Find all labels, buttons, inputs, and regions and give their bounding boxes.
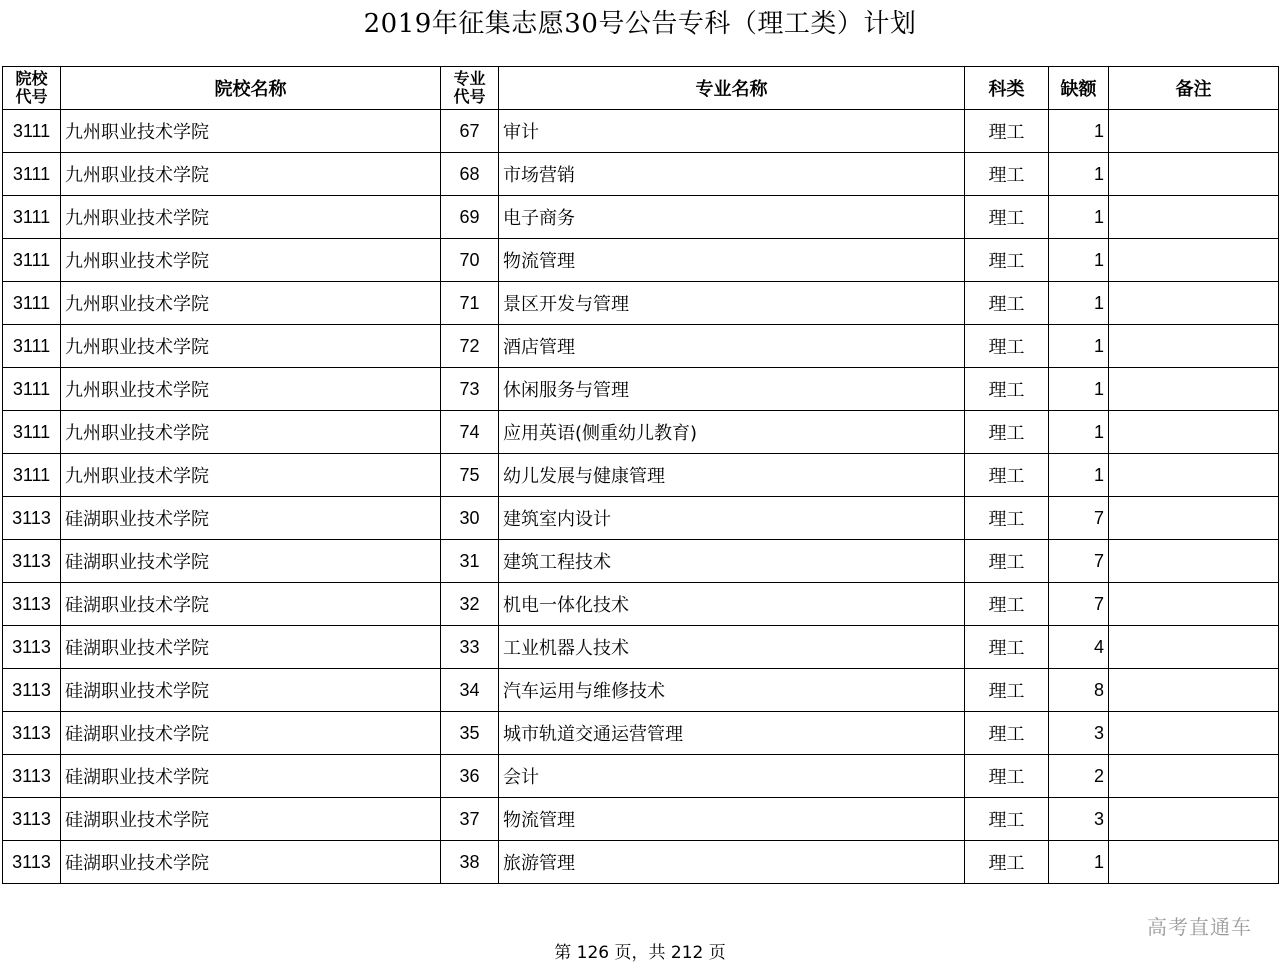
cell-category: 理工	[965, 712, 1049, 755]
cell-major-name: 建筑室内设计	[499, 497, 965, 540]
cell-quota: 1	[1049, 454, 1109, 497]
cell-note	[1109, 540, 1279, 583]
table-row	[3, 798, 1279, 841]
cell-school-name: 九州职业技术学院	[61, 239, 441, 282]
cell-quota: 7	[1049, 540, 1109, 583]
cell-school-code: 3111	[3, 110, 61, 153]
cell-note	[1109, 841, 1279, 884]
cell-school-name: 九州职业技术学院	[61, 411, 441, 454]
header-school-code	[3, 67, 61, 110]
cell-category: 理工	[965, 110, 1049, 153]
page-title: 2019年征集志愿30号公告专科（理工类）计划	[363, 9, 917, 39]
cell-major-code: 72	[441, 325, 499, 368]
cell-school-code: 3113	[3, 712, 61, 755]
table-row	[3, 411, 1279, 454]
cell-school-code: 3111	[3, 239, 61, 282]
cell-school-code: 3113	[3, 755, 61, 798]
cell-major-name: 旅游管理	[499, 841, 965, 884]
cell-category: 理工	[965, 626, 1049, 669]
header-major-code-line1: 专业	[453, 69, 486, 88]
cell-school-name: 硅湖职业技术学院	[61, 712, 441, 755]
watermark-text: 高考直通车	[1147, 915, 1252, 939]
cell-major-code: 67	[441, 110, 499, 153]
cell-school-name: 硅湖职业技术学院	[61, 841, 441, 884]
cell-major-code: 38	[441, 841, 499, 884]
cell-quota: 1	[1049, 411, 1109, 454]
cell-note	[1109, 454, 1279, 497]
table-row	[3, 841, 1279, 884]
cell-major-code: 71	[441, 282, 499, 325]
table-row	[3, 540, 1279, 583]
cell-school-name: 九州职业技术学院	[61, 368, 441, 411]
cell-note	[1109, 411, 1279, 454]
cell-quota: 1	[1049, 368, 1109, 411]
cell-major-name: 物流管理	[499, 239, 965, 282]
cell-note	[1109, 110, 1279, 153]
cell-quota: 7	[1049, 497, 1109, 540]
cell-major-name: 幼儿发展与健康管理	[499, 454, 965, 497]
cell-category: 理工	[965, 196, 1049, 239]
cell-school-code: 3113	[3, 669, 61, 712]
cell-major-code: 32	[441, 583, 499, 626]
cell-note	[1109, 712, 1279, 755]
header-category: 科类	[965, 67, 1049, 110]
cell-quota: 1	[1049, 325, 1109, 368]
cell-quota: 1	[1049, 196, 1109, 239]
header-major-code-line2: 代号	[453, 87, 486, 106]
cell-major-code: 37	[441, 798, 499, 841]
cell-school-name: 九州职业技术学院	[61, 282, 441, 325]
cell-school-code: 3111	[3, 368, 61, 411]
cell-note	[1109, 325, 1279, 368]
table-row	[3, 110, 1279, 153]
header-note: 备注	[1109, 67, 1279, 110]
cell-category: 理工	[965, 411, 1049, 454]
cell-major-code: 36	[441, 755, 499, 798]
cell-school-code: 3113	[3, 841, 61, 884]
cell-school-name: 硅湖职业技术学院	[61, 626, 441, 669]
cell-major-code: 74	[441, 411, 499, 454]
cell-quota: 1	[1049, 841, 1109, 884]
cell-school-code: 3111	[3, 454, 61, 497]
cell-major-name: 建筑工程技术	[499, 540, 965, 583]
cell-school-code: 3113	[3, 798, 61, 841]
cell-school-code: 3111	[3, 282, 61, 325]
cell-major-name: 市场营销	[499, 153, 965, 196]
table-row	[3, 239, 1279, 282]
cell-note	[1109, 755, 1279, 798]
cell-school-code: 3111	[3, 411, 61, 454]
table-row	[3, 153, 1279, 196]
cell-major-code: 69	[441, 196, 499, 239]
cell-major-name: 审计	[499, 110, 965, 153]
cell-category: 理工	[965, 153, 1049, 196]
header-major-code	[441, 67, 499, 110]
cell-school-code: 3113	[3, 540, 61, 583]
cell-major-name: 机电一体化技术	[499, 583, 965, 626]
cell-major-code: 35	[441, 712, 499, 755]
cell-school-name: 九州职业技术学院	[61, 153, 441, 196]
cell-category: 理工	[965, 798, 1049, 841]
cell-category: 理工	[965, 669, 1049, 712]
cell-major-name: 休闲服务与管理	[499, 368, 965, 411]
table-row	[3, 325, 1279, 368]
cell-school-name: 硅湖职业技术学院	[61, 583, 441, 626]
cell-note	[1109, 669, 1279, 712]
cell-note	[1109, 583, 1279, 626]
cell-category: 理工	[965, 540, 1049, 583]
table-row	[3, 712, 1279, 755]
cell-major-name: 汽车运用与维修技术	[499, 669, 965, 712]
cell-major-code: 68	[441, 153, 499, 196]
cell-quota: 1	[1049, 282, 1109, 325]
cell-major-name: 景区开发与管理	[499, 282, 965, 325]
header-school-name: 院校名称	[61, 67, 441, 110]
cell-school-name: 硅湖职业技术学院	[61, 755, 441, 798]
cell-quota: 1	[1049, 153, 1109, 196]
cell-note	[1109, 626, 1279, 669]
plan-table	[2, 66, 1279, 884]
page-footer: 第 126 页，共 212 页	[554, 943, 726, 963]
header-school-code-line1: 院校	[15, 69, 48, 88]
table-row	[3, 755, 1279, 798]
cell-category: 理工	[965, 583, 1049, 626]
table-header-row	[3, 67, 1279, 110]
table-row	[3, 626, 1279, 669]
cell-major-name: 工业机器人技术	[499, 626, 965, 669]
cell-category: 理工	[965, 368, 1049, 411]
cell-school-code: 3113	[3, 626, 61, 669]
table-body	[3, 110, 1279, 884]
cell-school-name: 九州职业技术学院	[61, 196, 441, 239]
table-row	[3, 669, 1279, 712]
cell-school-code: 3113	[3, 497, 61, 540]
cell-note	[1109, 497, 1279, 540]
table-row	[3, 454, 1279, 497]
cell-quota: 7	[1049, 583, 1109, 626]
cell-major-name: 物流管理	[499, 798, 965, 841]
header-quota: 缺额	[1049, 67, 1109, 110]
cell-quota: 3	[1049, 798, 1109, 841]
cell-school-name: 硅湖职业技术学院	[61, 497, 441, 540]
cell-major-code: 33	[441, 626, 499, 669]
cell-quota: 1	[1049, 239, 1109, 282]
cell-major-name: 电子商务	[499, 196, 965, 239]
cell-major-name: 应用英语(侧重幼儿教育)	[499, 411, 965, 454]
cell-category: 理工	[965, 454, 1049, 497]
header-major-name: 专业名称	[499, 67, 965, 110]
table-row	[3, 196, 1279, 239]
table-row	[3, 497, 1279, 540]
cell-quota: 4	[1049, 626, 1109, 669]
cell-quota: 1	[1049, 110, 1109, 153]
cell-category: 理工	[965, 497, 1049, 540]
cell-category: 理工	[965, 755, 1049, 798]
cell-note	[1109, 368, 1279, 411]
cell-quota: 3	[1049, 712, 1109, 755]
cell-note	[1109, 196, 1279, 239]
cell-major-code: 30	[441, 497, 499, 540]
cell-note	[1109, 239, 1279, 282]
cell-note	[1109, 798, 1279, 841]
table-row	[3, 282, 1279, 325]
cell-major-code: 34	[441, 669, 499, 712]
cell-note	[1109, 153, 1279, 196]
cell-school-name: 硅湖职业技术学院	[61, 798, 441, 841]
cell-school-name: 九州职业技术学院	[61, 325, 441, 368]
cell-category: 理工	[965, 325, 1049, 368]
cell-category: 理工	[965, 239, 1049, 282]
cell-major-code: 73	[441, 368, 499, 411]
cell-school-name: 九州职业技术学院	[61, 110, 441, 153]
cell-school-code: 3111	[3, 153, 61, 196]
cell-major-code: 31	[441, 540, 499, 583]
cell-note	[1109, 282, 1279, 325]
cell-category: 理工	[965, 841, 1049, 884]
cell-major-code: 75	[441, 454, 499, 497]
table-row	[3, 583, 1279, 626]
cell-major-code: 70	[441, 239, 499, 282]
table-row	[3, 368, 1279, 411]
cell-school-name: 硅湖职业技术学院	[61, 540, 441, 583]
cell-school-code: 3111	[3, 325, 61, 368]
cell-school-code: 3113	[3, 583, 61, 626]
cell-quota: 2	[1049, 755, 1109, 798]
cell-school-name: 硅湖职业技术学院	[61, 669, 441, 712]
cell-school-name: 九州职业技术学院	[61, 454, 441, 497]
cell-school-code: 3111	[3, 196, 61, 239]
cell-category: 理工	[965, 282, 1049, 325]
cell-major-name: 城市轨道交通运营管理	[499, 712, 965, 755]
header-school-code-line2: 代号	[15, 87, 48, 106]
cell-quota: 8	[1049, 669, 1109, 712]
cell-major-name: 酒店管理	[499, 325, 965, 368]
cell-major-name: 会计	[499, 755, 965, 798]
